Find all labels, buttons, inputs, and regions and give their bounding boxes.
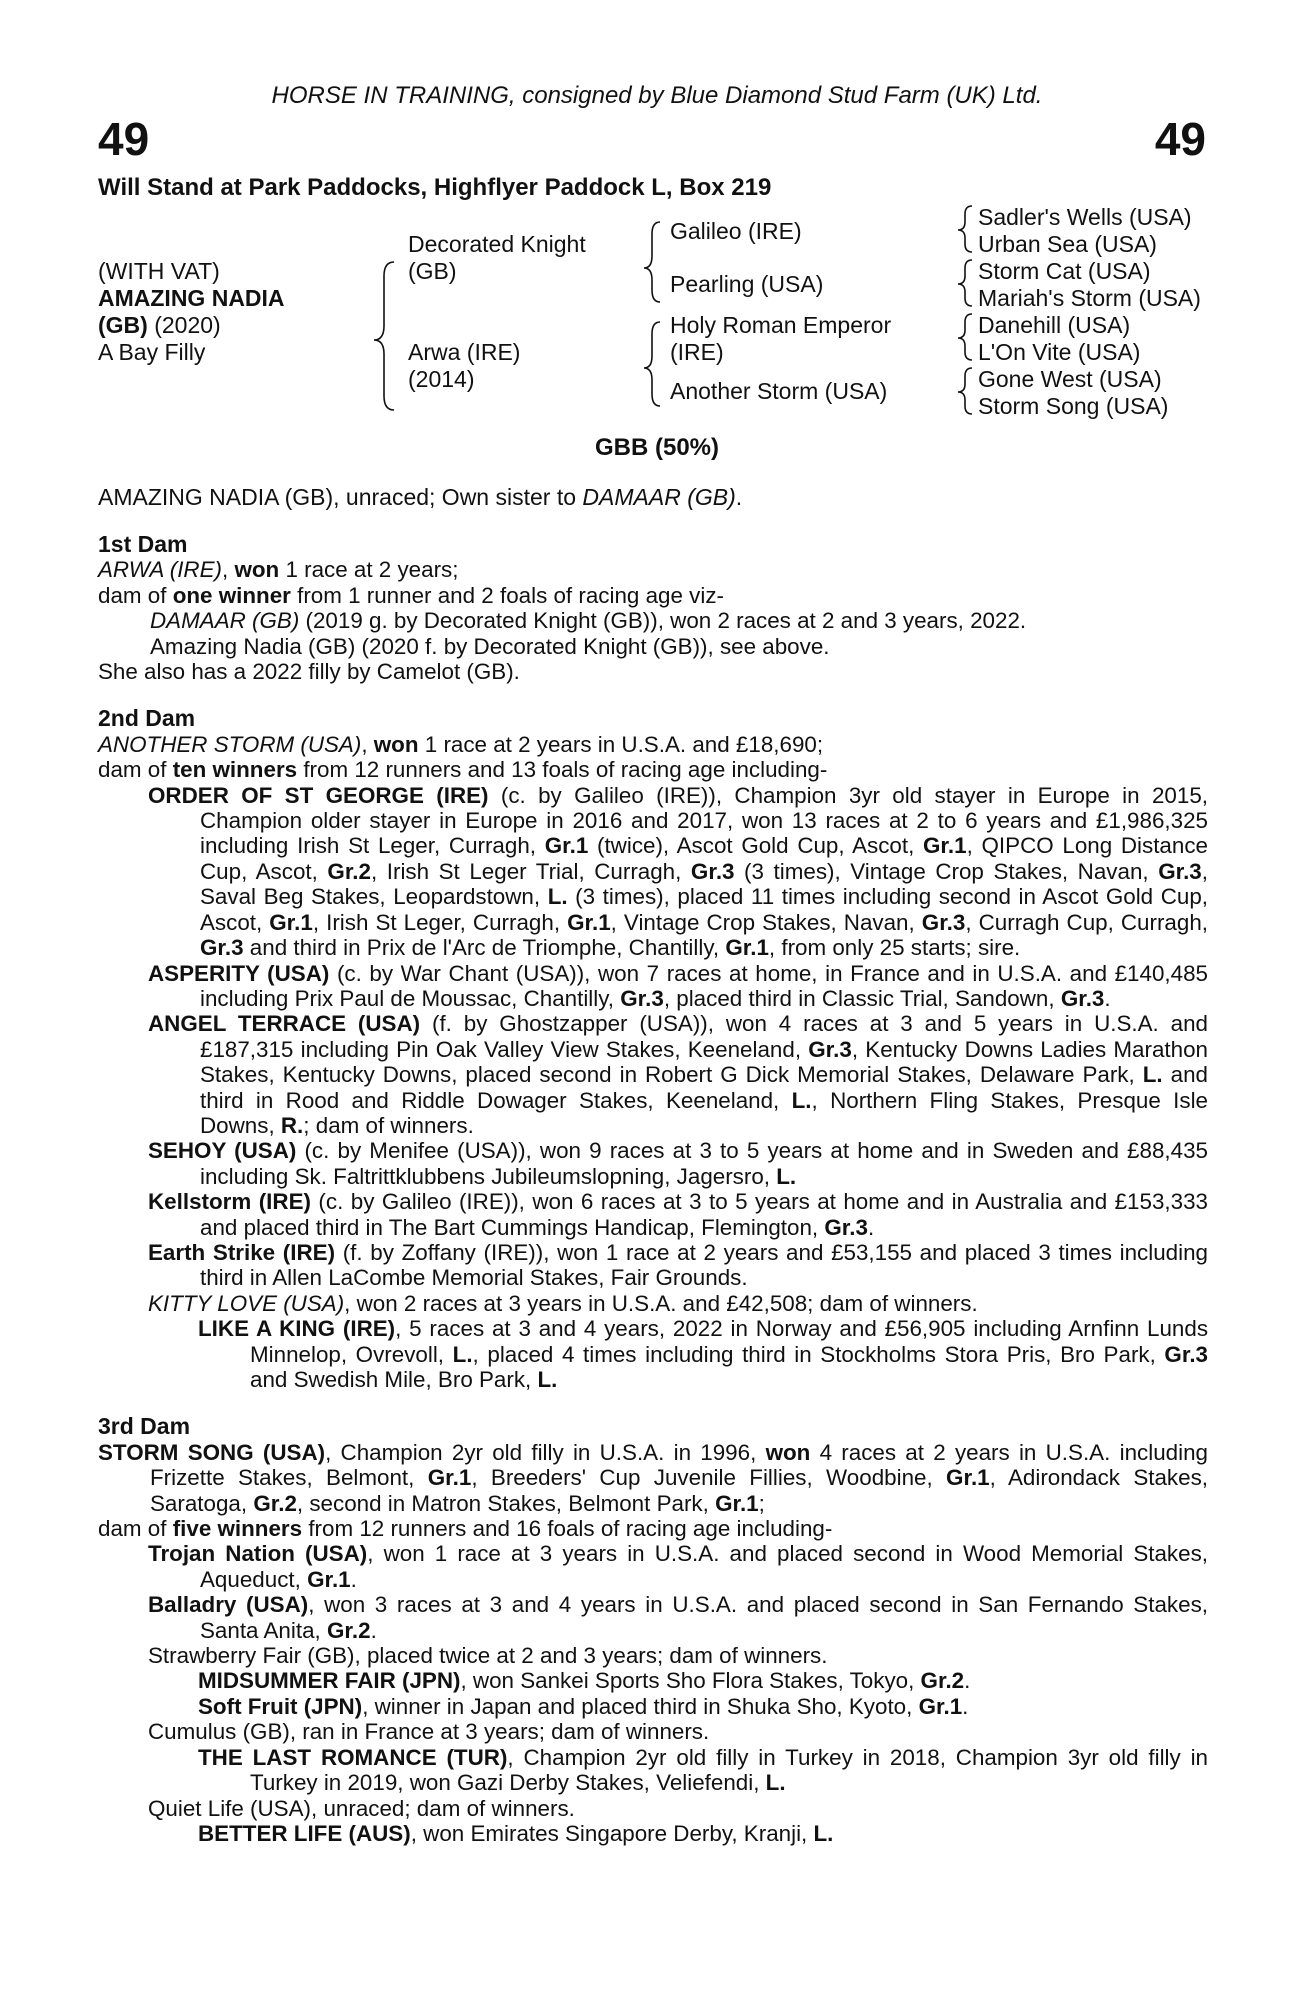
text-run: (3 times), Vintage Crop Stakes, Navan,: [734, 858, 1159, 884]
subject-origin-line: [98, 312, 221, 339]
bold-text: Gr.2: [253, 1490, 297, 1516]
bold-text: won: [234, 557, 280, 583]
bold-text: Gr.1: [923, 833, 967, 859]
text-run: , won 3 races at 3 and 4 years in U.S.A. and placed second in San Fernando Stakes, Santa Anita,: [200, 1592, 1208, 1643]
second-dam-subentry: [98, 1316, 1208, 1392]
bold-text: STORM SONG (USA): [98, 1439, 326, 1465]
text-run: from 12 runners and 13 foals of racing age including-: [297, 757, 828, 783]
bold-text: Gr.3: [824, 1214, 868, 1240]
text-run: , won 1 race at 3 years in U.S.A. and placed second in Wood Memorial Stakes, Aqueduct,: [200, 1541, 1208, 1592]
dam-line1: Arwa (IRE): [408, 339, 521, 365]
text-run: , Saval Beg Stakes, Leopardstown,: [200, 858, 1208, 910]
third-dam-subentry: [98, 1694, 1208, 1719]
text-run: (f. by Ghostzapper (USA)), won 4 races at 3 and 5 years in U.S.A. and £187,315 including Pin Oak Valley View Stakes, Keeneland,: [200, 1011, 1208, 1062]
bold-text: Gr.3: [808, 1036, 852, 1062]
text-run: from 12 runners and 16 foals of racing age including-: [302, 1516, 833, 1542]
third-dam-subentry: [98, 1821, 1208, 1846]
text-run: , Adirondack Stakes, Saratoga,: [150, 1465, 1208, 1516]
bold-text: L.: [452, 1341, 473, 1367]
gen3-2: Urban Sea (USA): [978, 231, 1157, 257]
bracket-sd: [958, 260, 972, 306]
dam-dam: Another Storm (USA): [670, 378, 888, 404]
text-run: , Curragh Cup, Curragh,: [965, 909, 1208, 935]
italic-text: ARWA (IRE): [98, 557, 222, 583]
bold-text: Gr.3: [1060, 985, 1105, 1011]
produce-record: [98, 532, 1208, 1846]
text-run: , won Sankei Sports Sho Flora Stakes, Tokyo,: [460, 1668, 921, 1694]
bold-text: R.: [280, 1112, 304, 1138]
text-run: , won 2 races at 3 years in U.S.A. and £42,508; dam of winners.: [344, 1290, 978, 1316]
bold-text: Gr.2: [327, 858, 371, 884]
third-dam-entry: [98, 1592, 1208, 1643]
subject-year: (2020): [147, 312, 221, 338]
italic-text: DAMAAR (GB): [150, 608, 300, 634]
bold-text: LIKE A KING (IRE): [198, 1316, 396, 1342]
text-run: ,: [222, 557, 235, 583]
second-dam-entry: [98, 1291, 1208, 1316]
bold-text: Gr.1: [946, 1465, 990, 1491]
bold-text: Gr.1: [918, 1693, 963, 1719]
text-run: ; dam of winners.: [303, 1112, 474, 1138]
first-dam-foal-2: [98, 634, 1208, 659]
subject-line: [98, 285, 285, 312]
gen3-8: Storm Song (USA): [978, 393, 1169, 419]
text-run: , from only 25 starts; sire.: [768, 935, 1021, 961]
text-run: (c. by War Chant (USA)), won 7 races at home, in France and in U.S.A. and £140,485 including Prix Paul de Moussac, Chantilly,: [200, 960, 1208, 1011]
third-dam-produce: [98, 1516, 1208, 1541]
bracket-ss: [958, 206, 972, 252]
bracket-dd: [958, 368, 972, 414]
bold-text: Gr.1: [544, 833, 589, 859]
third-dam-entry: [98, 1796, 1208, 1821]
gen3-3: Storm Cat (USA): [978, 258, 1151, 284]
bold-text: SEHOY (USA): [148, 1138, 297, 1164]
text-run: from 1 runner and 2 foals of racing age viz-: [290, 582, 724, 608]
bold-text: Trojan Nation (USA): [148, 1541, 368, 1567]
third-dam-subentry: [98, 1745, 1208, 1796]
first-dam-produce: [98, 583, 1208, 608]
bold-text: Gr.3: [690, 858, 735, 884]
bold-text: Gr.1: [567, 909, 611, 935]
bold-text: L.: [765, 1770, 786, 1796]
first-dam-note: [98, 659, 1208, 684]
bold-text: THE LAST ROMANCE (TUR): [198, 1744, 508, 1770]
text-run: She also has a 2022 filly by Camelot (GB).: [98, 659, 520, 685]
dam-line2: (2014): [408, 366, 475, 392]
bold-text: L.: [791, 1087, 812, 1113]
gen3-4: Mariah's Storm (USA): [978, 285, 1201, 311]
bold-text: MIDSUMMER FAIR (JPN): [198, 1668, 461, 1694]
bold-text: L.: [547, 884, 568, 910]
text-run: , Irish St Leger Trial, Curragh,: [370, 858, 691, 884]
text-run: , QIPCO Long Distance Cup, Ascot,: [200, 833, 1208, 884]
text-run: (c. by Galileo (IRE)), won 6 races at 3 to 5 years at home and in Australia and £153,333 and placed third in The Bart Cummings Handicap, Flemington,: [200, 1189, 1208, 1240]
bold-text: Gr.3: [921, 909, 966, 935]
bold-text: Gr.1: [269, 909, 313, 935]
intro-line: [98, 484, 742, 511]
text-run: Cumulus (GB), ran in France at 3 years; dam of winners.: [148, 1719, 710, 1745]
second-dam-heading: 2nd Dam: [98, 705, 196, 732]
text-run: , 5 races at 3 and 4 years, 2022 in Norway and £56,905 including Arnfinn Lunds Minnelop, Ovrevoll,: [250, 1316, 1209, 1367]
text-run: , Breeders' Cup Juvenile Fillies, Woodbine,: [471, 1465, 947, 1491]
intro-sister: DAMAAR (GB): [582, 484, 736, 510]
dam-sire-line2: (IRE): [670, 339, 724, 365]
bold-text: ten winners: [172, 757, 298, 783]
text-run: , Kentucky Downs Ladies Marathon Stakes, Kentucky Downs, placed second in Robert G Dick Memorial Stakes, Delaware Park,: [200, 1036, 1208, 1088]
text-run: (2019 g. by Decorated Knight (GB)), won 2 races at 2 and 3 years, 2022.: [299, 608, 1027, 634]
third-dam-line: [98, 1440, 1208, 1516]
intro-text: AMAZING NADIA (GB), unraced; Own sister to: [98, 484, 583, 510]
bold-text: Gr.3: [620, 985, 664, 1011]
gen3-7: Gone West (USA): [978, 366, 1162, 392]
bold-text: Gr.1: [725, 935, 769, 961]
gen3-1: Sadler's Wells (USA): [978, 204, 1192, 230]
bold-text: ASPERITY (USA): [148, 960, 330, 986]
bold-text: Gr.2: [326, 1617, 371, 1643]
text-run: Strawberry Fair (GB), placed twice at 2 and 3 years; dam of winners.: [148, 1643, 828, 1669]
bold-text: won: [373, 731, 419, 757]
third-dam-entry: [98, 1643, 1208, 1668]
gbb-rating: GBB (50%): [594, 434, 720, 461]
text-run: , winner in Japan and placed third in Shuka Sho, Kyoto,: [362, 1693, 919, 1719]
bold-text: L.: [1142, 1062, 1163, 1088]
gen3-6: L'On Vite (USA): [978, 339, 1141, 365]
third-dam-entry: [98, 1541, 1208, 1592]
bold-text: L.: [537, 1367, 558, 1392]
bracket-subject: [374, 262, 394, 410]
intro-end: .: [735, 484, 743, 510]
bold-text: five winners: [172, 1516, 303, 1542]
bold-text: ANGEL TERRACE (USA): [148, 1011, 421, 1037]
bold-text: Earth Strike (IRE): [148, 1239, 336, 1265]
second-dam-entry: [98, 1240, 1208, 1291]
subject-origin: (GB): [98, 312, 148, 338]
first-dam-heading: 1st Dam: [98, 531, 188, 557]
text-run: (twice), Ascot Gold Cup, Ascot,: [588, 833, 923, 859]
text-run: 4 races at 2 years in U.S.A. including Frizette Stakes, Belmont,: [150, 1439, 1208, 1491]
bold-text: Kellstorm (IRE): [148, 1189, 311, 1215]
gen3-5: Danehill (USA): [978, 312, 1131, 338]
second-dam-entry: [98, 961, 1208, 1012]
bold-text: ORDER OF ST GEORGE (IRE): [148, 782, 489, 808]
text-run: , Champion 2yr old filly in U.S.A. in 1996,: [325, 1439, 766, 1465]
vat-note: (WITH VAT): [98, 258, 220, 284]
bold-text: L.: [813, 1820, 834, 1846]
stand-location: Will Stand at Park Paddocks, Highflyer Paddock L, Box 219: [98, 174, 772, 201]
first-dam-foal-1: [98, 608, 1208, 633]
bracket-sire: [644, 222, 660, 302]
lot-number-right: 49: [1154, 113, 1206, 165]
italic-text: ANOTHER STORM (USA): [98, 731, 362, 757]
text-run: Quiet Life (USA), unraced; dam of winners.: [148, 1795, 575, 1821]
third-dam-subentry: [98, 1668, 1208, 1693]
text-run: , Champion 2yr old filly in Turkey in 2018, Champion 3yr old filly in Turkey in 2019, won Gazi Derby Stakes, Veliefendi,: [250, 1744, 1208, 1796]
bold-text: Gr.1: [307, 1566, 351, 1592]
text-run: , Irish St Leger, Curragh,: [312, 909, 568, 935]
third-dam-entry: [98, 1719, 1208, 1744]
dam-sire-line1: Holy Roman Emperor: [670, 312, 892, 338]
second-dam-entry: [98, 1138, 1208, 1189]
second-dam-produce: [98, 757, 1208, 782]
bold-text: Gr.3: [1164, 1341, 1208, 1367]
text-run: ;: [758, 1490, 765, 1516]
text-run: (3 times), placed 11 times including second in Ascot Gold Cup, Ascot,: [200, 884, 1209, 935]
bold-text: Gr.1: [427, 1465, 472, 1491]
bold-text: BETTER LIFE (AUS): [198, 1820, 411, 1846]
text-run: , Vintage Crop Stakes, Navan,: [610, 909, 922, 935]
text-run: and third in Rood and Riddle Dowager Stakes, Keeneland,: [200, 1062, 1208, 1113]
second-dam-entry: [98, 1189, 1208, 1240]
second-dam-entry: [98, 1011, 1208, 1138]
sire-line1: Decorated Knight: [408, 231, 586, 257]
bold-text: Gr.2: [920, 1668, 965, 1694]
bracket-ds: [958, 314, 972, 360]
text-run: (c. by Menifee (USA)), won 9 races at 3 to 5 years at home and in Sweden and £88,435 including Sk. Faltrittklubbens Jubileumslopning, Jagersro,: [200, 1138, 1208, 1189]
bold-text: won: [765, 1439, 811, 1465]
text-run: .: [1104, 985, 1111, 1011]
text-run: and third in Prix de l'Arc de Triomphe, Chantilly,: [243, 935, 726, 961]
text-run: .: [962, 1693, 969, 1719]
text-run: , placed third in Classic Trial, Sandown,: [663, 985, 1061, 1011]
text-run: .: [350, 1566, 357, 1592]
text-run: ,: [361, 731, 374, 757]
text-run: .: [964, 1668, 971, 1694]
second-dam-line: [98, 732, 1208, 757]
first-dam-line: [98, 557, 1208, 582]
text-run: Amazing Nadia (GB) (2020 f. by Decorated Knight (GB)), see above.: [150, 633, 830, 659]
text-run: and Swedish Mile, Bro Park,: [250, 1367, 538, 1392]
subject-description: A Bay Filly: [98, 339, 206, 365]
text-run: (f. by Zoffany (IRE)), won 1 race at 2 years and £53,155 and placed 3 times including third in Allen LaCombe Memorial Stakes, Fair Grounds.: [200, 1239, 1209, 1291]
lot-number-left: 49: [98, 113, 150, 165]
text-run: , Northern Fling Stakes, Presque Isle Downs,: [200, 1087, 1208, 1138]
text-run: 1 race at 2 years in U.S.A. and £18,690;: [418, 731, 824, 757]
bracket-dam: [644, 322, 660, 406]
bold-text: one winner: [172, 582, 291, 608]
text-run: 1 race at 2 years;: [279, 557, 459, 583]
text-run: .: [370, 1617, 377, 1643]
text-run: dam of: [98, 757, 173, 783]
text-run: , placed 4 times including third in Stockholms Stora Pris, Bro Park,: [472, 1341, 1165, 1367]
bold-text: Soft Fruit (JPN): [198, 1693, 363, 1719]
bold-text: Balladry (USA): [148, 1592, 309, 1618]
bold-text: Gr.1: [715, 1490, 759, 1516]
text-run: (c. by Galileo (IRE)), Champion 3yr old stayer in Europe in 2015, Champion older stayer in Europe in 2016 and 2017, won 13 races at 2 to 6 years and £1,986,325 including Irish St Leger, Curragh,: [200, 782, 1208, 859]
text-run: , won Emirates Singapore Derby, Kranji,: [410, 1820, 814, 1846]
consignment-line: HORSE IN TRAINING, consigned by Blue Diamond Stud Farm (UK) Ltd.: [271, 82, 1043, 109]
pedigree-table: [0, 0, 1314, 440]
sire-dam: Pearling (USA): [670, 271, 824, 297]
sire-sire: Galileo (IRE): [670, 218, 802, 244]
bold-text: Gr.3: [1158, 858, 1202, 884]
text-run: dam of: [98, 1516, 173, 1542]
italic-text: KITTY LOVE (USA): [148, 1290, 345, 1316]
second-dam-entry: [98, 783, 1208, 961]
third-dam-heading: 3rd Dam: [98, 1413, 191, 1440]
bold-text: Gr.3: [200, 935, 244, 961]
text-run: .: [867, 1214, 875, 1240]
subject-name: AMAZING NADIA: [98, 285, 285, 311]
bold-text: L.: [776, 1163, 797, 1189]
sire-line2: (GB): [408, 258, 457, 284]
text-run: , second in Matron Stakes, Belmont Park,: [296, 1490, 716, 1516]
text-run: dam of: [98, 582, 173, 608]
